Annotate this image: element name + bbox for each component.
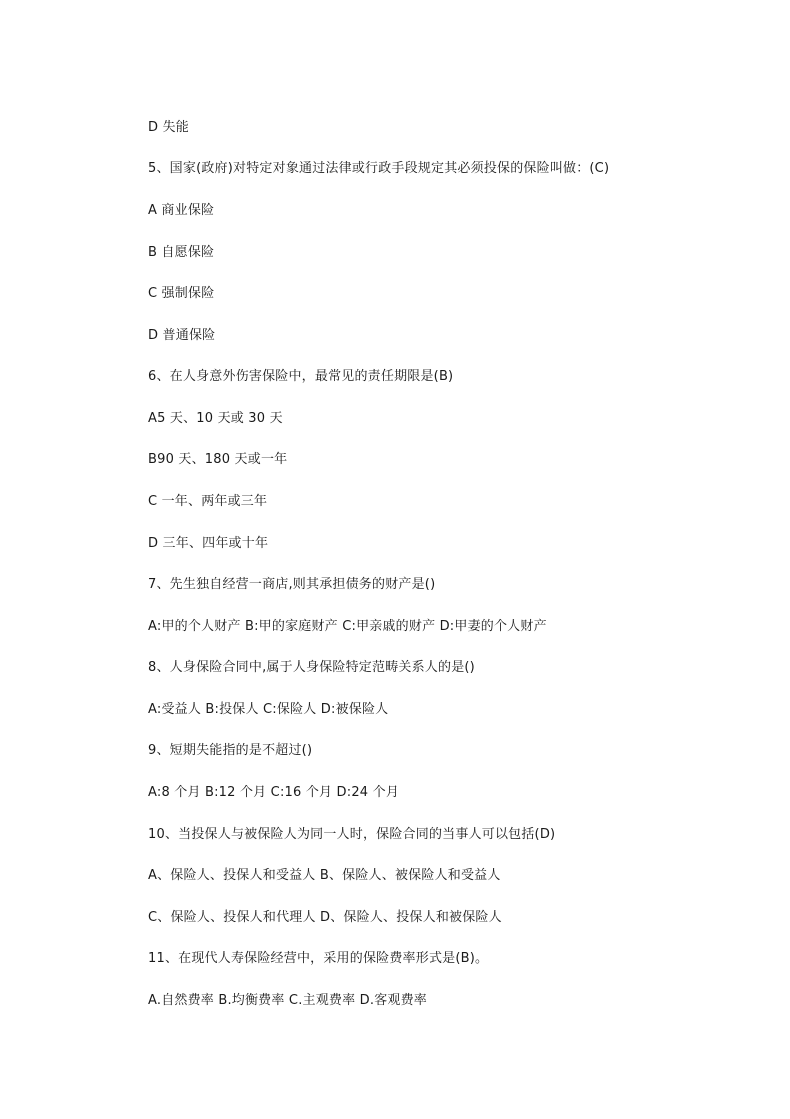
option-d-q6: D 三年、四年或十年 [148,536,269,551]
question-11: 11、在现代人寿保险经营中，采用的保险费率形式是(B)。 [148,951,489,966]
question-8: 8、人身保险合同中,属于人身保险特定范畴关系人的是() [148,660,475,675]
option-c-q6: C 一年、两年或三年 [148,494,268,509]
question-7: 7、先生独自经营一商店,则其承担债务的财产是() [148,577,436,592]
option-b-q5: B 自愿保险 [148,245,215,260]
options-q10-cd: C、保险人、投保人和代理人 D、保险人、投保人和被保险人 [148,910,502,925]
option-b-q6: B90 天、180 天或一年 [148,452,288,467]
options-q10-ab: A、保险人、投保人和受益人 B、保险人、被保险人和受益人 [148,868,501,883]
options-q9: A:8 个月 B:12 个月 C:16 个月 D:24 个月 [148,785,400,800]
option-a-q6: A5 天、10 天或 30 天 [148,411,283,426]
option-c-q5: C 强制保险 [148,286,215,301]
question-6: 6、在人身意外伤害保险中，最常见的责任期限是(B) [148,369,454,384]
option-d-q5: D 普通保险 [148,328,216,343]
options-q8: A:受益人 B:投保人 C:保险人 D:被保险人 [148,702,389,717]
options-q7: A:甲的个人财产 B:甲的家庭财产 C:甲亲戚的财产 D:甲妻的个人财产 [148,619,547,634]
options-q11: A.自然费率 B.均衡费率 C.主观费率 D.客观费率 [148,993,427,1008]
option-a-q5: A 商业保险 [148,203,215,218]
question-9: 9、短期失能指的是不超过() [148,743,313,758]
option-d-q4: D 失能 [148,120,189,135]
question-5: 5、国家(政府)对特定对象通过法律或行政手段规定其必须投保的保险叫做：(C) [148,161,610,176]
question-10: 10、当投保人与被保险人为同一人时，保险合同的当事人可以包括(D) [148,827,556,842]
